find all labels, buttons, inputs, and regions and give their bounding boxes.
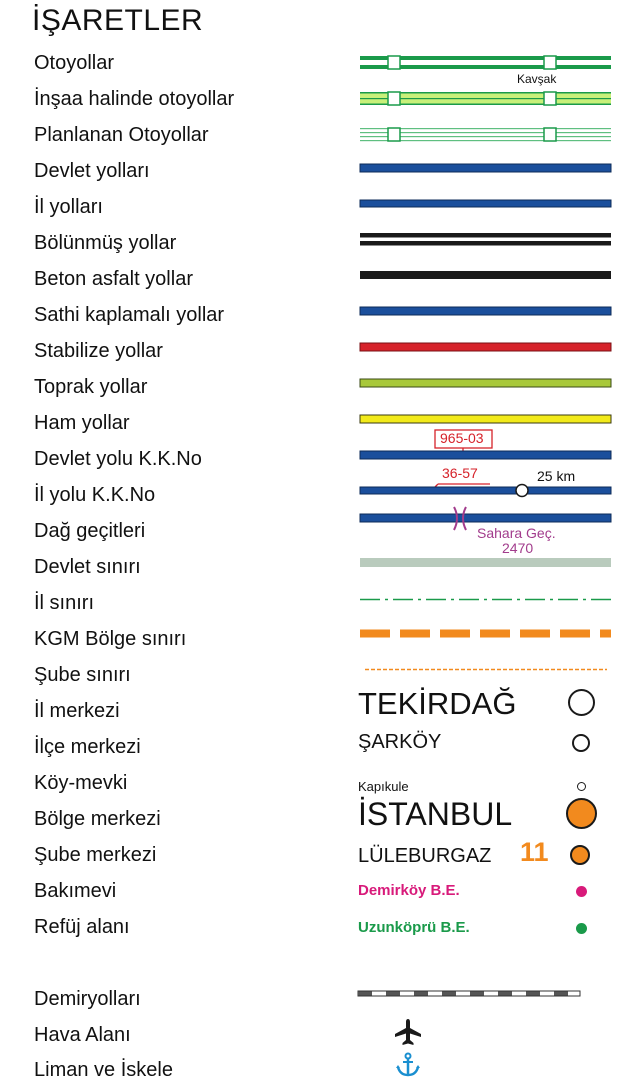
legend-label-sube-siniri: Şube sınırı [34, 664, 131, 686]
legend-label-ham: Ham yollar [34, 412, 130, 434]
legend-label-devlet-siniri: Devlet sınırı [34, 556, 141, 578]
village-circle-icon [577, 782, 586, 791]
provincial-border-symbol [360, 598, 612, 602]
distance-annotation: 25 km [537, 468, 576, 484]
legend-title: İŞARETLER [32, 4, 204, 37]
legend-label-devlet-yolu-kkno: Devlet yolu K.K.No [34, 448, 202, 470]
stabilized-road-symbol [360, 343, 612, 353]
provincial-road-code: 36-57 [442, 465, 478, 481]
legend-label-devlet-yollari: Devlet yolları [34, 160, 150, 182]
kgm-region-border-symbol [360, 629, 612, 639]
legend-label-hava-alani: Hava Alanı [34, 1024, 131, 1046]
railway-symbol [358, 991, 582, 997]
refuge-area-dot-icon [576, 923, 587, 934]
district-center-circle-icon [572, 734, 590, 752]
legend-label-il-yolu-kkno: İl yolu K.K.No [34, 484, 156, 506]
pass-name: Sahara Geç. [477, 525, 556, 541]
region-center-circle-icon [566, 798, 597, 829]
state-road-symbol [360, 164, 612, 174]
maintenance-station-example: Demirköy B.E. [358, 882, 460, 899]
legend-label-il-yollari: İl yolları [34, 196, 103, 218]
legend-label-demiryollari: Demiryolları [34, 988, 141, 1010]
branch-center-example: LÜLEBURGAZ [358, 845, 492, 867]
legend-label-beton-asfalt: Beton asfalt yollar [34, 268, 193, 290]
legend-label-kgm-bolge-siniri: KGM Bölge sınırı [34, 628, 187, 650]
branch-center-circle-icon [570, 845, 590, 865]
district-center-example: ŞARKÖY [358, 731, 442, 753]
legend-label-planlanan-otoyollar: Planlanan Otoyollar [34, 124, 209, 146]
legend-label-stabilize: Stabilize yollar [34, 340, 163, 362]
provincial-road-symbol [360, 200, 612, 210]
surface-coated-road-symbol [360, 307, 612, 317]
province-center-circle-icon [568, 689, 595, 716]
legend-label-sube-merkezi: Şube merkezi [34, 844, 157, 866]
legend-label-bolunmus-yollar: Bölünmüş yollar [34, 232, 177, 254]
junction-annotation: Kavşak [517, 72, 557, 86]
pass-elevation: 2470 [502, 540, 534, 556]
province-center-example: TEKİRDAĞ [358, 686, 517, 721]
legend-label-il-merkezi: İl merkezi [34, 700, 120, 722]
concrete-asphalt-road-symbol [360, 271, 612, 281]
anchor-icon [395, 1052, 421, 1078]
village-example: Kapıkule [358, 779, 409, 794]
branch-center-number: 11 [520, 837, 549, 867]
legend-label-bakimevi: Bakımevi [34, 880, 117, 902]
legend-label-otoyollar: Otoyollar [34, 52, 115, 74]
motorway-planned-symbol [360, 128, 612, 144]
legend-label-refuj-alani: Refüj alanı [34, 916, 130, 938]
motorway-construction-symbol [360, 92, 612, 108]
branch-border-symbol [365, 668, 611, 672]
earth-road-symbol [360, 379, 612, 389]
legend-label-bolge-merkezi: Bölge merkezi [34, 808, 161, 830]
region-center-example: İSTANBUL [358, 796, 513, 832]
state-road-code: 965-03 [440, 430, 484, 446]
legend-label-koy-mevki: Köy-mevki [34, 772, 128, 794]
airplane-icon [393, 1017, 423, 1047]
maintenance-station-dot-icon [576, 886, 587, 897]
refuge-area-example: Uzunköprü B.E. [358, 919, 470, 936]
legend-label-dag-gecitleri: Dağ geçitleri [34, 520, 146, 542]
raw-road-symbol [360, 415, 612, 425]
divided-road-symbol [360, 233, 612, 247]
legend-label-ilce-merkezi: İlçe merkezi [34, 736, 141, 758]
motorway-symbol [360, 56, 612, 72]
legend-label-liman-iskele: Liman ve İskele [34, 1059, 173, 1081]
legend-label-toprak: Toprak yollar [34, 376, 148, 398]
state-border-symbol [360, 558, 612, 568]
legend-label-insaa-otoyollar: İnşaa halinde otoyollar [34, 88, 235, 110]
legend-label-sathi-kaplamali: Sathi kaplamalı yollar [34, 304, 225, 326]
state-road-number-symbol [360, 428, 612, 462]
legend-label-il-siniri: İl sınırı [34, 592, 95, 614]
